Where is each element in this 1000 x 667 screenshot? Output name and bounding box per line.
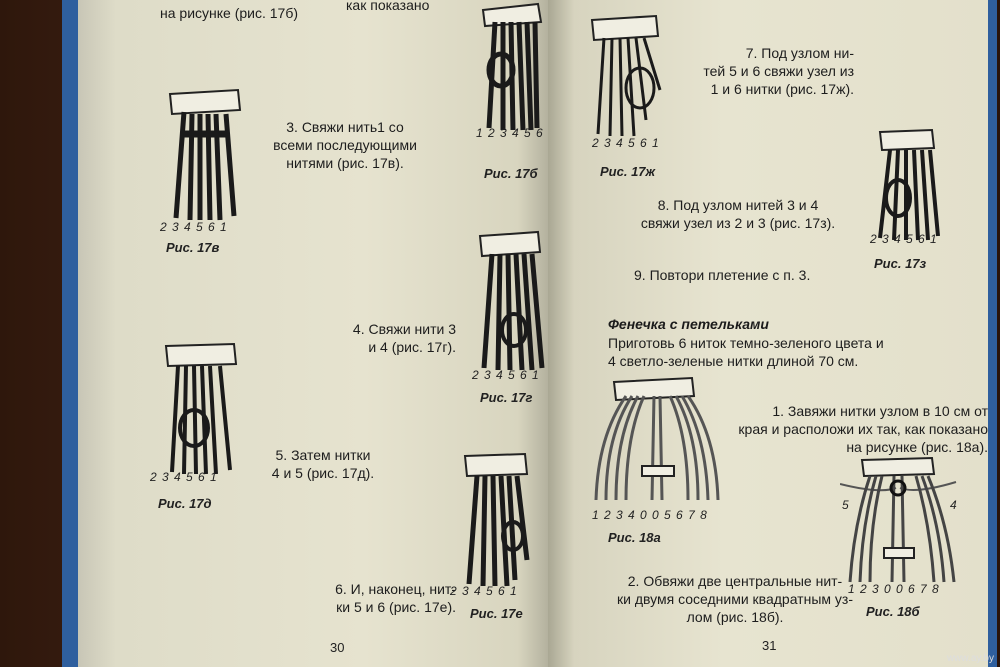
figure-17d-thread-numbers: 2 3 4 5 6 1 [150,470,218,484]
figure-17b [473,0,553,140]
step-6-text: 6. И, наконец, нит- ки 5 и 6 (рис. 17е). [335,581,456,615]
figure-17e-caption: Рис. 17е [470,606,523,621]
figure-17e-thread-numbers: 2 3 4 5 6 1 [450,584,518,598]
figure-18a-thread-numbers: 1 2 3 4 0 0 5 6 7 8 [592,508,708,522]
step-3-text: 3. Свяжи нить1 со всеми последующими нитями (рис. 17в). [273,119,417,171]
figure-17zh-caption: Рис. 17ж [600,164,656,179]
figure-17z-caption: Рис. 17з [874,256,927,271]
intro-text: Приготовь 6 ниток темно-зеленого цвета и 4 светло-зеленые нитки длиной 70 см. [608,335,884,369]
figure-17d-caption: Рис. 17д [158,496,212,511]
figure-17e [453,450,543,592]
left-page-number: 30 [330,640,345,655]
figure-17b-thread-numbers: 1 2 3 4 5 6 [476,126,544,140]
right-page [548,0,988,667]
left-page [78,0,556,667]
figure-17zh [588,10,688,140]
step-7-text: 7. Под узлом ни- тей 5 и 6 свяжи узел из 1 и 6 нитки (рис. 17ж). [703,45,854,97]
step-8-text: 8. Под узлом нитей 3 и 4 свяжи узел из 2 и 3 (рис. 17з). [640,197,836,231]
figure-17z [870,126,950,246]
figure-18a-caption: Рис. 18а [608,530,661,545]
figure-17g [470,228,556,378]
step-9-text: 9. Повтори плетение с п. 3. [634,267,811,283]
figure-17d [154,340,244,480]
partial-top-line-right: как показано [346,0,430,13]
figure-18b-thread-numbers: 1 2 3 0 0 6 7 8 [848,582,940,596]
watermark: www.ay.by [946,653,994,664]
figure-18a [592,376,722,506]
step-1-text: 1. Завяжи нитки узлом в 10 см от края и расположи их так, как показано на рисунке (рис. 18а). [738,403,988,455]
step-2-text: 2. Обвяжи две центральные нит- ки двумя соседними квадратным уз- лом (рис. 18б). [617,573,853,625]
partial-top-line: на рисунке (рис. 17б) [160,5,299,21]
step-5-text: 5. Затем нитки 4 и 5 (рис. 17д). [271,447,375,481]
figure-18b-side-label-left: 5 [842,498,850,512]
figure-17v-thread-numbers: 2 3 4 5 6 1 [160,220,228,234]
figure-17g-thread-numbers: 2 3 4 5 6 1 [472,368,540,382]
figure-18b-side-label-right: 4 [950,498,958,512]
figure-17g-caption: Рис. 17г [480,390,533,405]
figure-17z-thread-numbers: 2 3 4 5 6 1 [870,232,938,246]
figure-17zh-thread-numbers: 2 3 4 5 6 1 [592,136,660,150]
section-heading: Фенечка с петельками [608,316,769,332]
figure-18b-caption: Рис. 18б [866,604,920,619]
figure-17v-caption: Рис. 17в [166,240,220,255]
right-page-number: 31 [762,638,777,653]
figure-18b [840,454,970,584]
figure-17v [156,88,246,228]
step-4-text: 4. Свяжи нити 3 и 4 (рис. 17г). [352,321,456,355]
figure-17b-caption: Рис. 17б [484,166,538,181]
